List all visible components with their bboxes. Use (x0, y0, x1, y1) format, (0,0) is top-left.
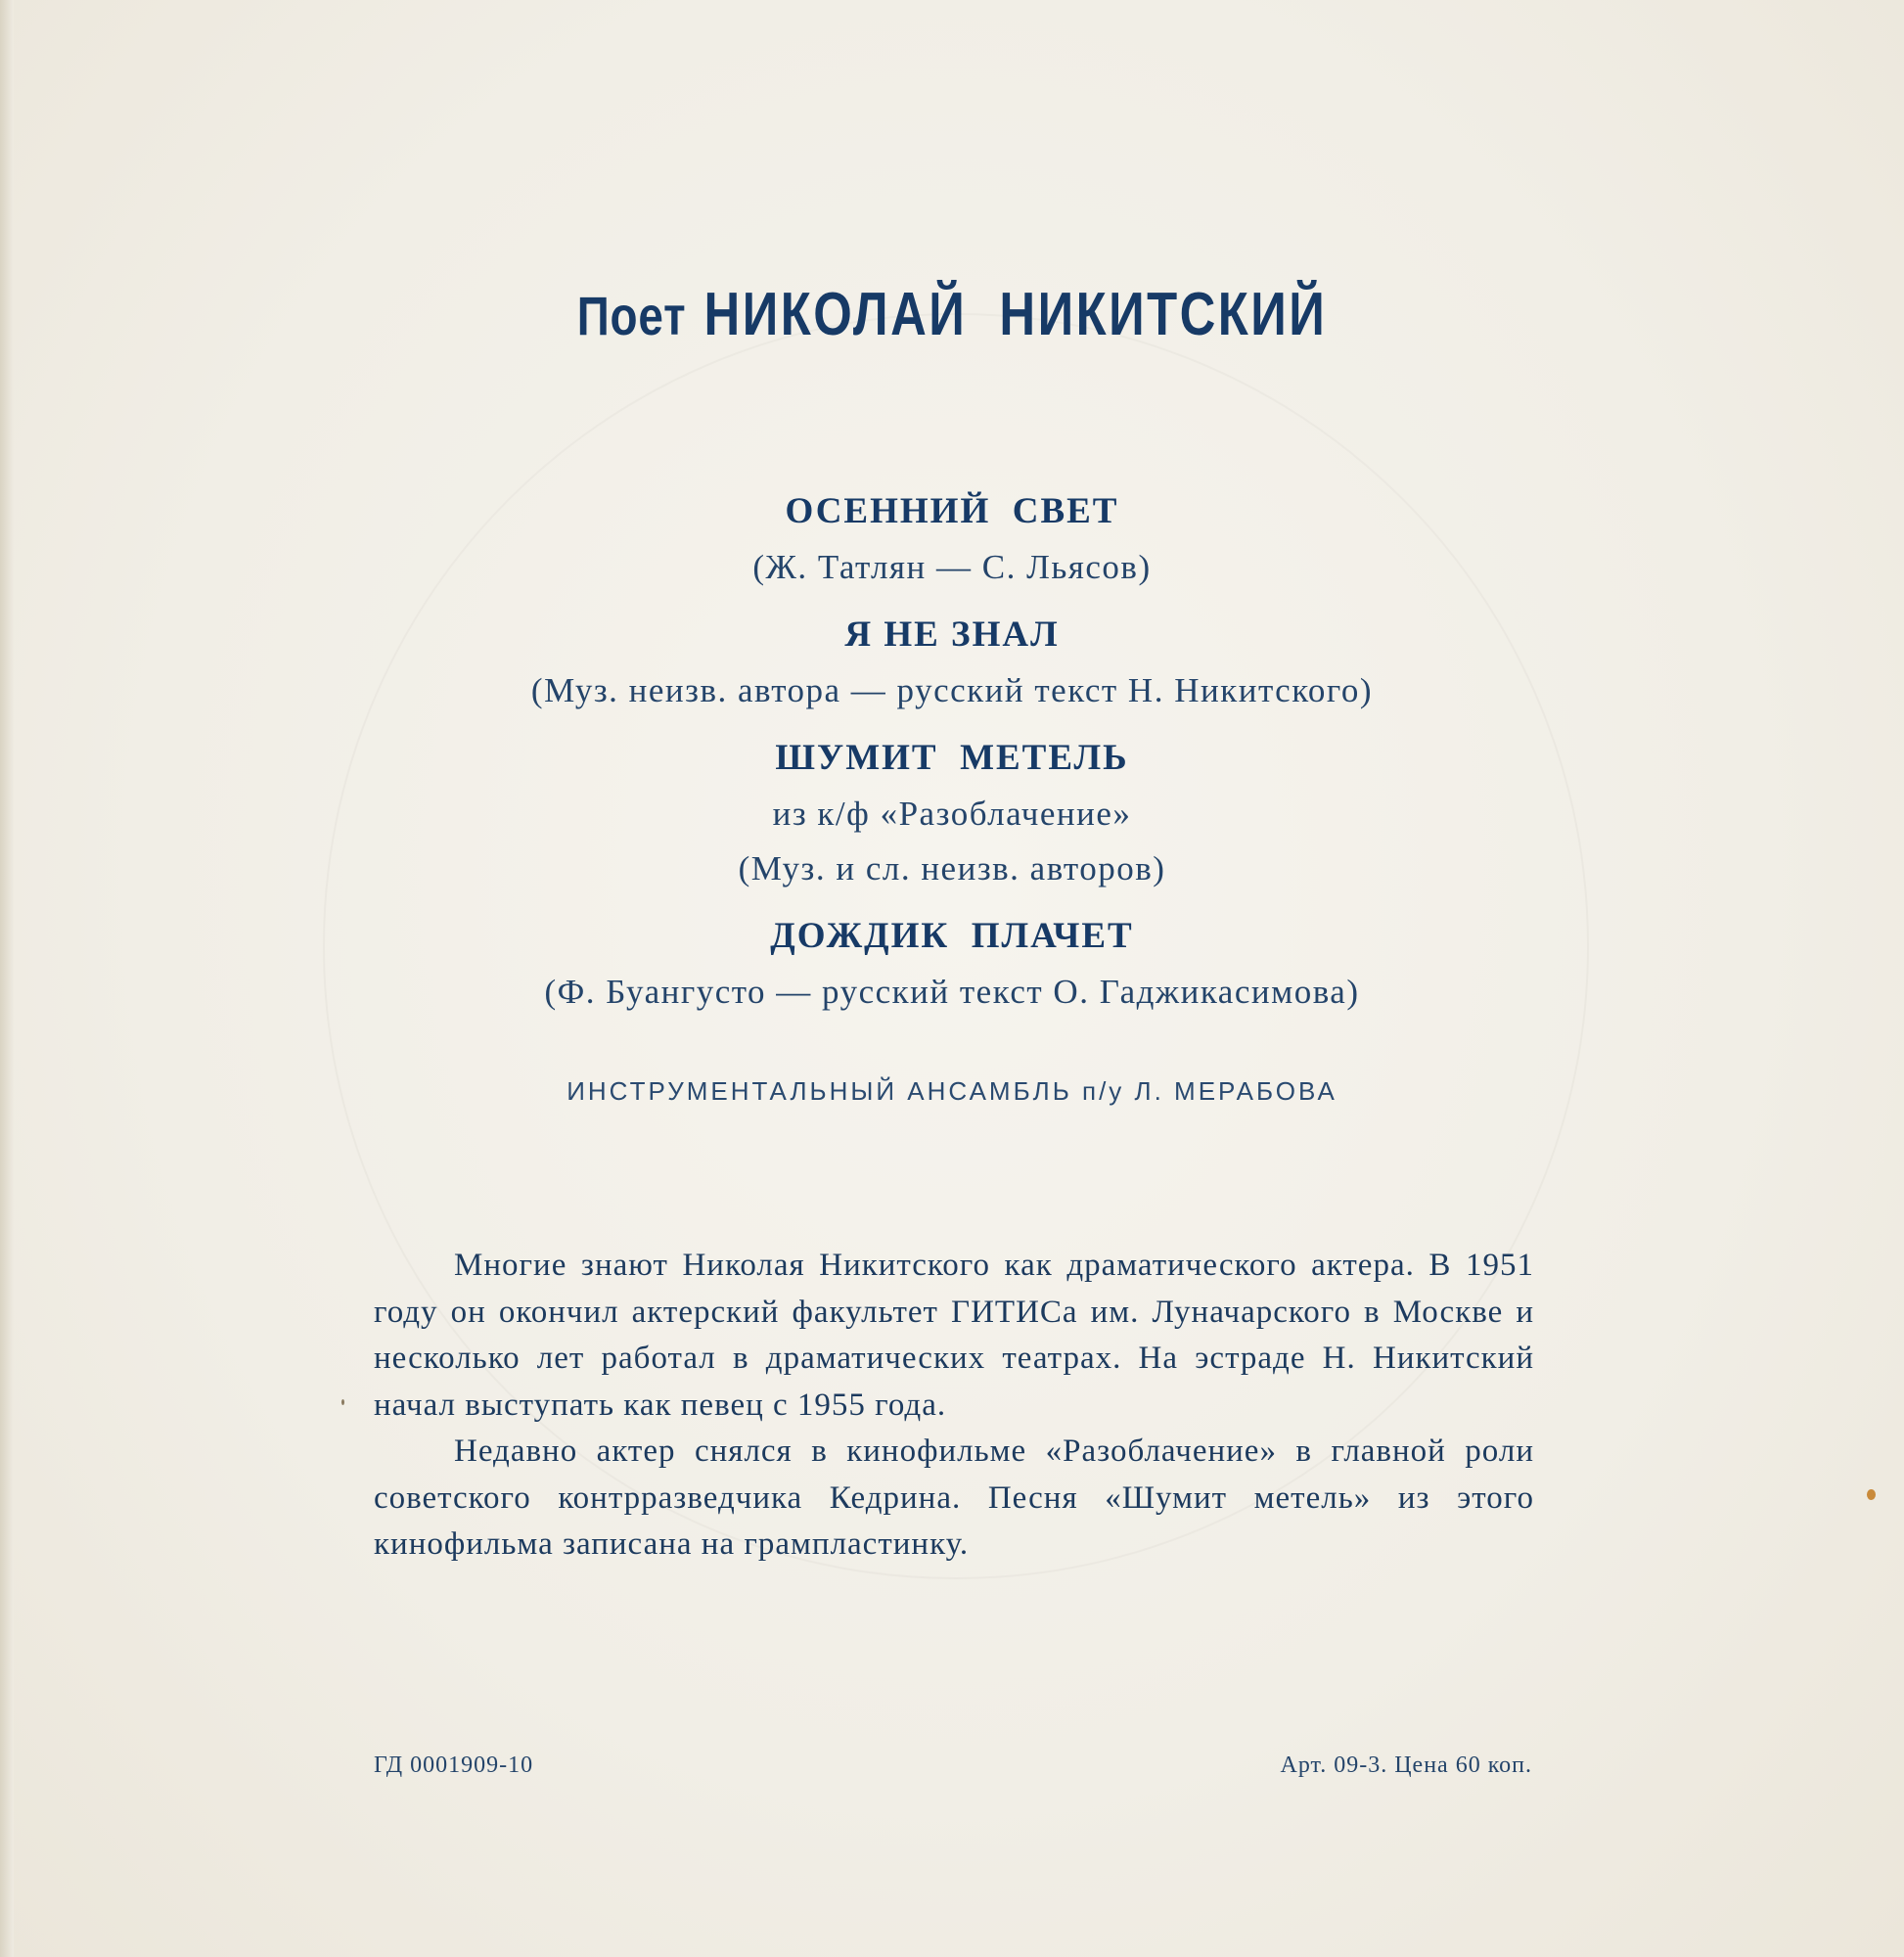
paper-stain (1867, 1489, 1876, 1500)
artist-biography (374, 1243, 1534, 1569)
ensemble-credit: ИНСТРУМЕНТАЛЬНЫЙ АНСАМБЛЬ п/у Л. МЕРАБОВА (567, 1076, 1337, 1106)
track-item (0, 483, 1904, 595)
track-title: Я НЕ ЗНАЛ (844, 614, 1060, 655)
track-list (0, 483, 1904, 1020)
track-credits: (Ф. Буангусто — русский текст О. Гаджикасимова) (544, 973, 1360, 1011)
page-title (171, 280, 1733, 349)
track-credits: (Муз. и сл. неизв. авторов) (738, 849, 1166, 887)
track-item (0, 607, 1904, 718)
bio-paragraph: Многие знают Николая Никитского как драматического актера. В 1951 году он окончил актерский факультет ГИТИСа им. Луначарского в Москве и несколько лет работал в драматических театрах. На эстраде Н. Никитский начал выступать как певец с 1955 года. (374, 1248, 1534, 1423)
track-title: ДОЖДИК ПЛАЧЕТ (770, 916, 1134, 956)
track-title: ШУМИТ МЕТЕЛЬ (775, 738, 1129, 778)
track-credits: (Муз. неизв. автора — русский текст Н. Никитского) (530, 671, 1374, 709)
catalog-number: ГД 0001909-10 (374, 1752, 534, 1778)
track-credits: (Ж. Татлян — С. Льясов) (752, 548, 1152, 586)
track-item (0, 908, 1904, 1020)
title-lead: Поет (576, 285, 687, 346)
paper-stain (341, 1399, 344, 1405)
bio-paragraph: Недавно актер снялся в кинофильме «Разоблачение» в главной роли советского контрразведчика Кедрина. Песня «Шумит метель» из этого кинофильма записана на грампластинку. (374, 1434, 1534, 1562)
track-item (0, 730, 1904, 896)
price-label: Арт. 09-3. Цена 60 коп. (1280, 1752, 1532, 1778)
track-source: из к/ф «Разоблачение» (772, 795, 1132, 833)
artist-name: НИКОЛАЙ НИКИТСКИЙ (703, 281, 1328, 348)
track-title: ОСЕННИЙ СВЕТ (785, 491, 1119, 531)
